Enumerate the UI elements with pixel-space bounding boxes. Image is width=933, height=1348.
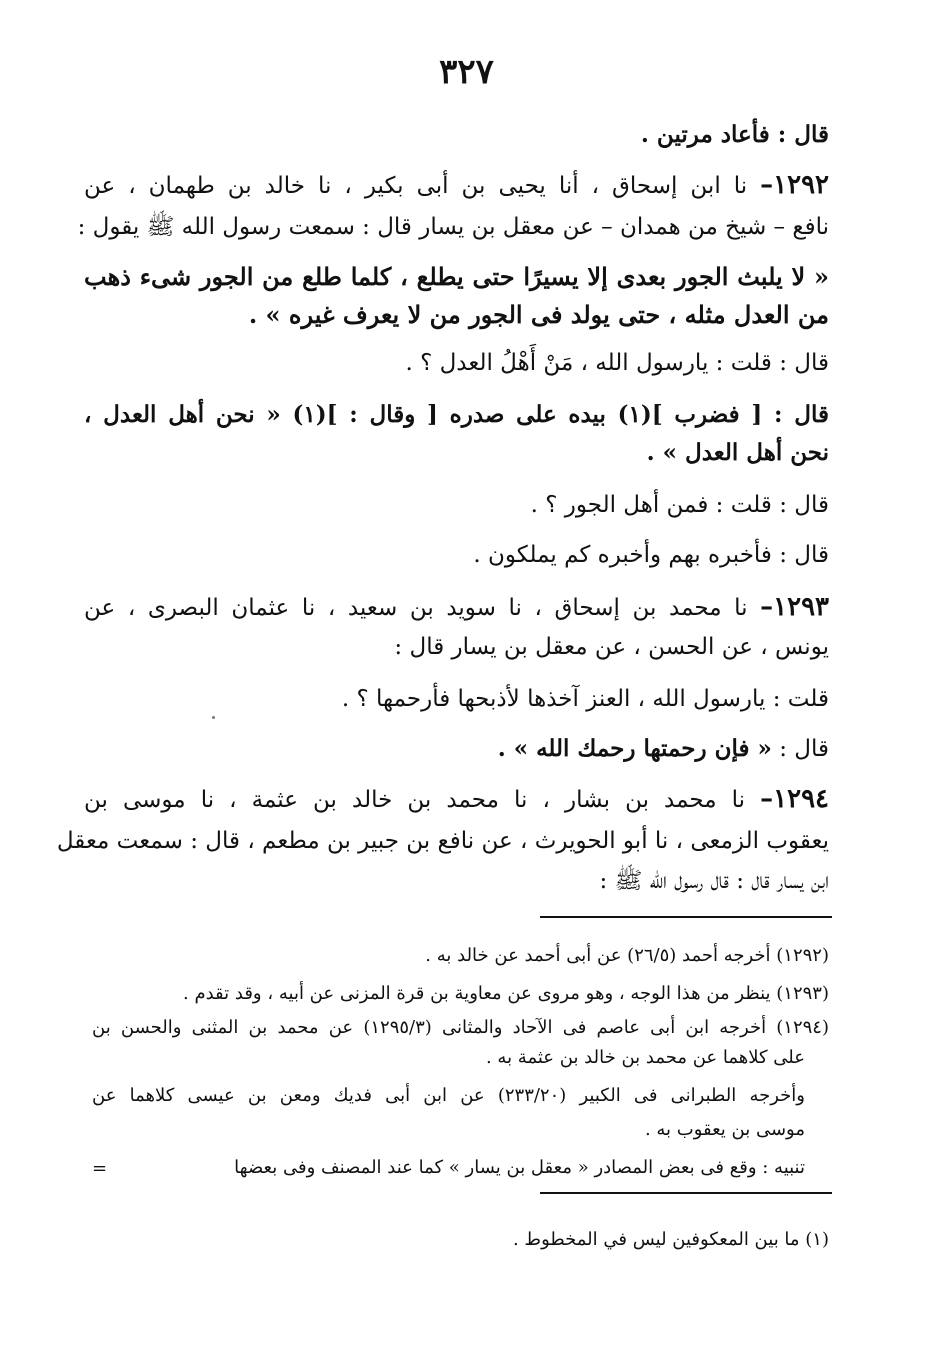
text-line: يعقوب الزمعى ، نا أبو الحويرث ، عن نافع بن جبير بن مطعم ، قال : سمعت معقل — [56, 828, 829, 854]
text-line: قال : — [771, 736, 829, 762]
text-line: قال : قلت : يارسول الله ، مَنْ أَهْلُ العدل ؟ . — [405, 350, 829, 376]
text-line: يونس ، عن الحسن ، عن معقل بن يسار قال : — [394, 634, 829, 660]
text-line: قال : قلت : فمن أهل الجور ؟ . — [530, 492, 829, 518]
footnote-line: (١) ما بين المعكوفين ليس في المخطوط . — [512, 1229, 829, 1250]
hadith-number: ١٢٩٤– — [760, 784, 829, 814]
footnote-line: (١٢٩٤) أخرجه ابن أبى عاصم فى الآحاد والمثانى (١٢٩٥/٣) عن محمد بن المثنى والحسن بن — [92, 1017, 829, 1038]
footnote-line: موسى بن يعقوب به . — [644, 1119, 805, 1140]
hadith-number: ١٢٩٢– — [760, 170, 829, 200]
text-line: قلت : يارسول الله ، العنز آخذها لأذبحها فأرحمها ؟ . — [341, 686, 829, 712]
quote-line: من العدل مثله ، حتى يولد فى الجور من لا يعرف غيره » . — [248, 300, 829, 329]
hadith-1292-line — [84, 170, 829, 201]
quote-line: « لا يلبث الجور بعدى إلا يسيرًا حتى يطلع ، كلما طلع من الجور شىء ذهب — [84, 262, 829, 291]
footnote-line: تنبيه : وقع فى بعض المصادر « معقل بن يسار » كما عند المصنف وفى بعضها — [234, 1157, 805, 1178]
page-number: ٣٢٧ — [439, 52, 494, 92]
hadith-1293-line — [84, 592, 829, 623]
print-speck — [212, 716, 215, 719]
text-line — [498, 734, 829, 764]
footnote-line: (١٢٩٣) ينظر من هذا الوجه ، وهو مروى عن معاوية بن قرة المزنى عن أبيه ، وقد تقدم . — [183, 983, 829, 1004]
text-line: نا محمد بن إسحاق ، نا سويد بن سعيد ، نا عثمان البصرى ، عن — [84, 595, 761, 621]
footnote-divider — [540, 1192, 832, 1194]
hadith-1294-line — [84, 784, 829, 815]
footnote-divider — [540, 916, 832, 918]
text-line: قال : فأخبره بهم وأخبره كم يملكون . — [473, 542, 829, 568]
footnote-line: وأخرجه الطبرانى فى الكبير (٢٣٣/٢٠) عن ابن أبى فديك ومعن بن عيسى كلاهما عن — [92, 1085, 805, 1106]
text-line: قال : فأعاد مرتين . — [640, 121, 829, 148]
footnote-line: على كلاهما عن محمد بن خالد بن عثمة به . — [485, 1047, 805, 1068]
footnote-line: (١٢٩٢) أخرجه أحمد (٢٦/٥) عن أبى أحمد عن خالد به . — [425, 945, 829, 966]
text-line: نافع – شيخ من همدان – عن معقل بن يسار قال : سمعت رسول الله ﷺ يقول : — [77, 214, 829, 240]
quote-line: « فإن رحمتها رحمك الله » . — [497, 735, 772, 762]
continuation-mark: = — [92, 1158, 108, 1179]
text-line: نا محمد بن بشار ، نا محمد بن خالد بن عثمة ، نا موسى بن — [84, 787, 761, 813]
hadith-number: ١٢٩٣– — [760, 592, 829, 622]
text-line: نا ابن إسحاق ، أنا يحيى بن أبى بكير ، نا خالد بن طهمان ، عن — [84, 173, 761, 199]
text-line: قال : [ فضرب ](١) بيده على صدره [ وقال : ](١) « نحن أهل العدل ، — [84, 401, 829, 428]
text-line: ابن يسار قال : قال رسول الله ﷺ : — [599, 868, 829, 894]
text-line: نحن أهل العدل » . — [646, 439, 829, 466]
